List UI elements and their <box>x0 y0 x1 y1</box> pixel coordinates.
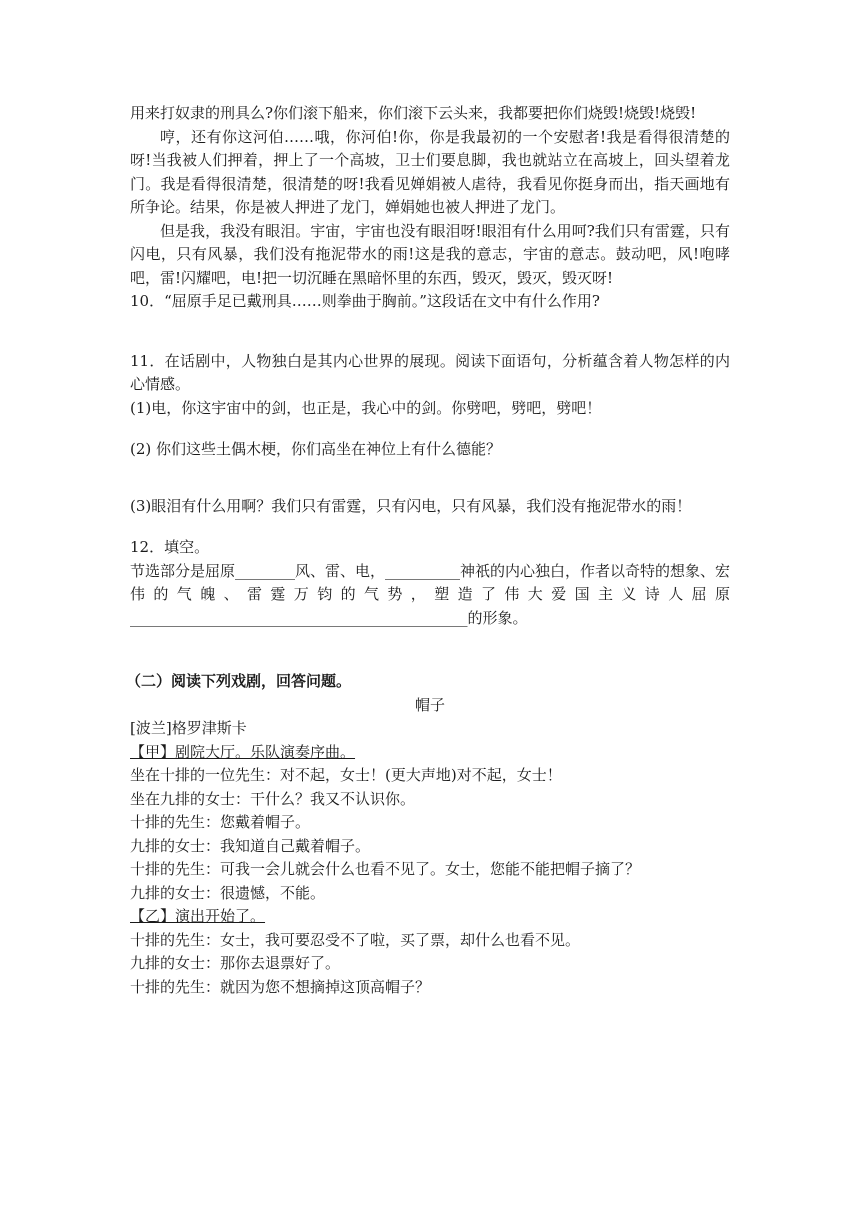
question-12-fill-blank: 节选部分是屈原________风、雷、电，__________神祇的内心独白，作者以奇特的想象、宏伟的气魄、雷霆万钧的气势，塑造了伟大爱国主义诗人屈原_____________________________________________的形象。 <box>130 561 731 627</box>
dialogue-line: 九排的女士：我知道自己戴着帽子。 <box>130 836 371 855</box>
dialogue-line: 坐在十排的一位先生：对不起，女士！(更大声地)对不起，女士！ <box>130 766 562 784</box>
label-jia: 【甲】 <box>130 742 176 761</box>
question-11-item-3: (3)眼泪有什么用啊？我们只有雷霆，只有闪电，只有风暴，我们没有拖泥带水的雨！ <box>130 496 692 515</box>
play-title: 帽子 <box>414 695 445 714</box>
question-10: 10．“屈原手足已戴刑具……则拳曲于胸前。”这段话在文中有什么作用? <box>130 292 600 310</box>
question-11-item-1: (1)电，你这宇宙中的剑，也正是，我心中的剑。你劈吧，劈吧，劈吧！ <box>130 398 602 417</box>
dialogue-line: 十排的先生：您戴着帽子。 <box>130 813 311 831</box>
label-yi: 【乙】 <box>130 907 176 925</box>
question-12-title: 12．填空。 <box>130 538 210 556</box>
passage-paragraph: 哼，还有你这河伯……哦，你河伯!你，你是我最初的一个安慰者!我是看得很清楚的呀!当我被人们押着，押上了一个高坡，卫士们要息脚，我也就站立在高坡上，回头望着龙门。我是看得很清楚，很清楚的呀!我看见婵娟被人虐待，我看见你挺身而出，指天画地有所争论。结果，你是被人押进了龙门，婵娟她也被人押进了龙门。 <box>130 127 730 216</box>
dialogue-line: 九排的女士：那你去退票好了。 <box>130 954 341 972</box>
stage-direction-text: 演出开始了。 <box>175 907 266 925</box>
dialogue-line: 九排的女士：很遗憾，不能。 <box>130 883 326 902</box>
dialogue-line: 十排的先生：可我一会儿就会什么也看不见了。女士，您能不能把帽子摘了？ <box>130 860 641 878</box>
play-author: [波兰]格罗津斯卡 <box>130 719 247 737</box>
section-heading: （二）阅读下列戏剧，回答问题。 <box>126 672 352 690</box>
passage-paragraph: 但是我，我没有眼泪。宇宙，宇宙也没有眼泪呀!眼泪有什么用呵?我们只有雷霆，只有闪电，只有风暴，我们没有拖泥带水的雨!这是我的意志，宇宙的意志。鼓动吧，风!咆哮吧，雷!闪耀吧，电!把一切沉睡在黑暗怀里的东西，毁灭，毁灭，毁灭呀! <box>130 221 730 287</box>
document-page <box>126 102 731 999</box>
stage-direction-yi <box>130 905 730 929</box>
dialogue-line: 十排的先生：女士，我可要忍受不了啦，买了票，却什么也看不见。 <box>130 930 581 949</box>
dialogue-line: 十排的先生：就因为您不想摘掉这顶高帽子？ <box>130 977 431 996</box>
question-11-stem: 11．在话剧中，人物独白是其内心世界的展现。阅读下面语句，分析蕴含着人物怎样的内心情感。 <box>130 351 730 393</box>
dialogue-line: 坐在九排的女士：干什么？我又不认识你。 <box>130 789 416 808</box>
passage-paragraph: 用来打奴隶的刑具么?你们滚下船来，你们滚下云头来，我都要把你们烧毁!烧毁!烧毁! <box>130 104 697 122</box>
stage-direction-jia <box>130 741 730 765</box>
question-11-item-2: (2) 你们这些土偶木梗，你们高坐在神位上有什么德能？ <box>130 440 502 458</box>
stage-direction-text: 剧院大厅。乐队演奏序曲。 <box>175 742 356 761</box>
